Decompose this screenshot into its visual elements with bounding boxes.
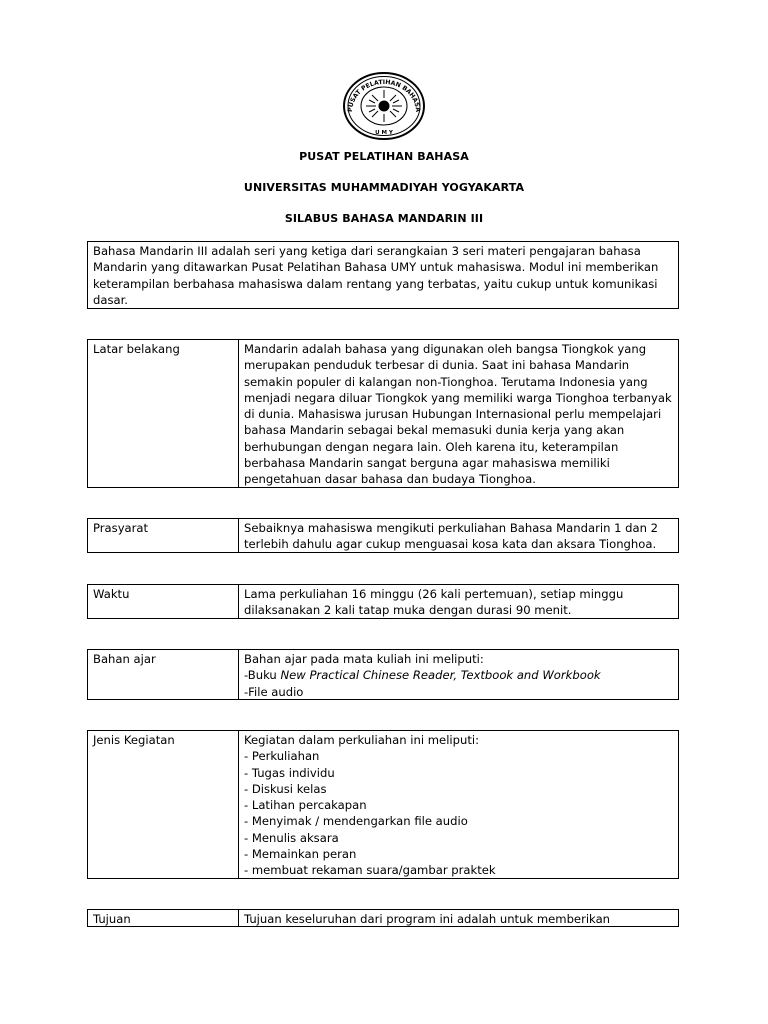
jenis-kegiatan-table — [87, 730, 679, 879]
bahan-ajar-table — [87, 649, 679, 700]
waktu-table — [87, 584, 679, 619]
text-line: di dunia. Mahasiswa jurusan Hubungan Internasional perlu mempelajari — [244, 407, 662, 422]
prasyarat-table — [87, 518, 679, 553]
text-line: Kegiatan dalam perkuliahan ini meliputi: — [244, 733, 480, 747]
tujuan-content — [239, 910, 678, 926]
text-line: Lama perkuliahan 16 minggu (26 kali pertemuan), setiap minggu — [244, 587, 624, 601]
text-line: merupakan penduduk terbesar di dunia. Saat ini bahasa Mandarin — [244, 358, 630, 373]
text-line: Sebaiknya mahasiswa mengikuti perkuliahan Bahasa Mandarin 1 dan 2 — [244, 521, 659, 535]
buku-prefix: -Buku — [244, 668, 281, 683]
list-item: - Latihan percakapan — [244, 798, 367, 813]
bahan-ajar-content — [239, 650, 678, 699]
bahan-ajar-label: Bahan ajar — [88, 650, 239, 699]
list-item: - Diskusi kelas — [244, 781, 327, 796]
list-item: - Memainkan peran — [244, 847, 357, 862]
umy-seal-logo — [343, 72, 425, 140]
text-line: terlebih dahulu agar cukup menguasai kosa kata dan aksara Tionghoa. — [244, 537, 657, 552]
text-line: Mandarin adalah bahasa yang digunakan oleh bangsa Tiongkok yang — [244, 342, 647, 356]
intro-line: Bahasa Mandarin III adalah seri yang ketiga dari serangkaian 3 seri materi pengajaran bahasa — [93, 244, 641, 258]
text-line: bahasa Mandarin sebagai bekal memasuki dunia kerja yang akan — [244, 423, 625, 438]
text-line: dilaksanakan 2 kali tatap muka dengan durasi 90 menit. — [244, 603, 572, 618]
list-item: - Perkuliahan — [244, 749, 320, 764]
tujuan-table — [87, 909, 679, 927]
tujuan-label: Tujuan — [88, 910, 239, 926]
latar-belakang-table — [87, 339, 679, 488]
text-line: menjadi negara diluar Tiongkok yang memiliki warga Tionghoa terbanyak — [244, 390, 672, 405]
list-item: - Menyimak / mendengarkan file audio — [244, 814, 468, 829]
header-line-1: PUSAT PELATIHAN BAHASA — [299, 150, 469, 163]
waktu-content — [239, 585, 678, 618]
waktu-label: Waktu — [88, 585, 239, 618]
text-line: berbahasa Mandarin sangat berguna agar mahasiswa memiliki — [244, 456, 610, 471]
jenis-kegiatan-content — [239, 731, 678, 878]
intro-box — [87, 241, 679, 309]
header-line-2: UNIVERSITAS MUHAMMADIYAH YOGYAKARTA — [243, 181, 525, 194]
text-line: Tujuan keseluruhan dari program ini adalah untuk memberikan — [244, 912, 611, 926]
text-line: Bahan ajar pada mata kuliah ini meliputi: — [244, 652, 484, 666]
buku-title: New Practical Chinese Reader, Textbook and Workbook — [280, 668, 601, 683]
header-line-3: SILABUS BAHASA MANDARIN III — [284, 212, 484, 225]
intro-line: dasar. — [93, 292, 128, 307]
buku-line — [244, 667, 673, 683]
logo-bottom-text: U M Y — [375, 130, 393, 136]
intro-line: keterampilan berbahasa mahasiswa dalam rentang yang terbatas, yaitu cukup untuk komunikasi — [93, 276, 658, 291]
text-line: berhubungan dengan negara lain. Oleh karena itu, keterampilan — [244, 439, 619, 454]
latar-belakang-content — [239, 340, 678, 487]
text-line: semakin populer di kalangan non-Tionghoa. Terutama Indonesia yang — [244, 374, 648, 389]
intro-line: Mandarin yang ditawarkan Pusat Pelatihan Bahasa UMY untuk mahasiswa. Modul ini memberikan — [93, 260, 659, 275]
list-item: - Menulis aksara — [244, 830, 339, 845]
list-item: - membuat rekaman suara/gambar praktek — [244, 863, 496, 878]
text-line: pengetahuan dasar bahasa dan budaya Tionghoa. — [244, 472, 536, 487]
prasyarat-label: Prasyarat — [88, 519, 239, 552]
jenis-kegiatan-label: Jenis Kegiatan — [88, 731, 239, 878]
prasyarat-content — [239, 519, 678, 552]
list-item: - Tugas individu — [244, 765, 335, 780]
latar-belakang-label: Latar belakang — [88, 340, 239, 487]
text-line: -File audio — [244, 684, 304, 699]
logo-ring-text: PUSAT PELATIHAN BAHASA — [346, 78, 422, 113]
